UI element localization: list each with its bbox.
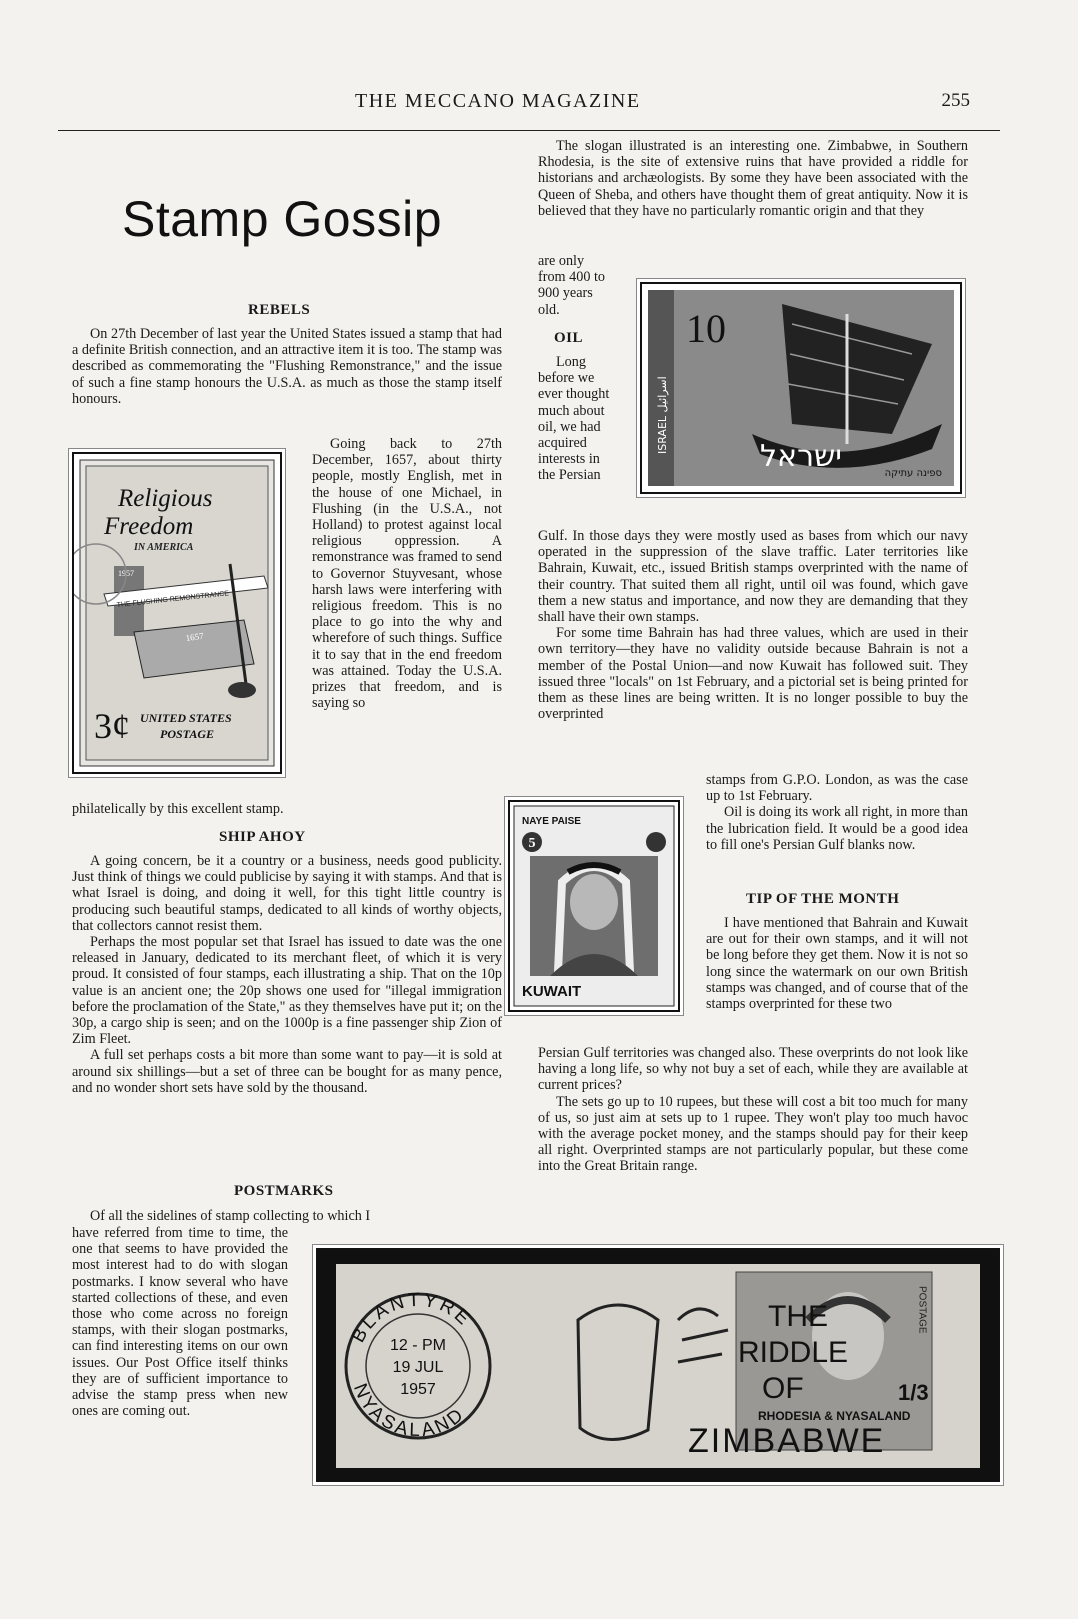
israel-stamp-side-text: ISRAEL اسرائيل [656, 376, 669, 454]
tip-body [538, 1045, 968, 1175]
zimbabwe-slogan-postmark-cover [316, 1248, 1000, 1482]
postmarks-intro [72, 1208, 502, 1224]
header-rule [58, 130, 1000, 131]
oil-paragraph-3: Oil is doing its work all right, in more than the lubrication field. It would be a good idea to fill one's Persian Gulf blanks now. [706, 804, 968, 853]
usa-stamp-freedom: Freedom [104, 513, 194, 540]
tip-paragraph-1a: I have mentioned that Bahrain and Kuwait are out for their own stamps, and it will not be long before they get them. Now it is not so long since the watermark on our own British stamps was changed, and of course that of the stamps overprinted for these two [706, 915, 968, 1013]
usa-stamp-year: 1957 [118, 569, 134, 578]
rebels-intro [72, 326, 502, 407]
usa-stamp-book-year: 1657 [184, 630, 205, 644]
slogan-paragraph-1b: are only from 400 to 900 years old. [538, 253, 605, 318]
postmarks-paragraph-1a: Of all the sidelines of stamp collecting to which I [90, 1208, 371, 1224]
heading-postmarks: POSTMARKS [234, 1183, 334, 1199]
slogan-intro [538, 138, 968, 219]
israel-stamp-caption-hebrew: ספינה עתיקה [884, 468, 942, 479]
israel-stamp-value: 10 [686, 306, 726, 351]
running-head: THE MECCANO MAGAZINE [355, 90, 641, 112]
ship-ahoy-paragraph-3: A full set perhaps costs a bit more than some want to pay—it is sold at around six shillings—but a set of three can be bought for as many pence, and no wonder short sets have sold by the thousand. [72, 1047, 502, 1096]
kuwait-stamp-country: KUWAIT [522, 983, 582, 1000]
usa-stamp-in-america: IN AMERICA [134, 542, 194, 553]
kuwait-stamp-value-left: 5 [528, 836, 536, 851]
slogan-line-1: THE [768, 1300, 828, 1333]
page-title: Stamp Gossip [122, 191, 443, 247]
slogan-line-3: OF [762, 1372, 804, 1405]
usa-stamp-banner: THE FLUSHING REMONSTRANCE [116, 590, 230, 610]
postmarks-paragraph-1b: have referred from time to time, the one that seems to have provided the most interest had to do with slogan postmarks. I know several who have started collections of these, and even those who come across no foreign stamps, with their slogan postmarks, can find interesting items on our own issues. Our Post Office itself thinks they are of sufficient importance to advise the stamp press when new ones are coming out. [72, 1225, 288, 1420]
usa-stamp-country: UNITED STATES [140, 711, 232, 725]
usa-stamp-value: 3¢ [94, 706, 130, 746]
oil-paragraph-1b: Gulf. In those days they were mostly used as bases from which our navy operated in the suppression of the slave traffic. Later territories like Bahrain, Kuwait, etc., issued British stamps overprinted with the name of their country. That suited them all right, until oil was found, which gave them a new status and importance, and now they are demanding that they shall have their own stamps. [538, 528, 968, 626]
slogan-line-4: ZIMBABWE [688, 1422, 886, 1460]
page-number: 255 [941, 90, 970, 111]
usa-stamp-postage: POSTAGE [160, 727, 215, 741]
rebels-body [312, 436, 502, 711]
usa-stamp-religious: Religious [118, 485, 213, 512]
heading-oil: OIL [554, 330, 584, 346]
kuwait-stamp [508, 800, 680, 1012]
postmark-stamp-value: 1/3 [898, 1380, 929, 1405]
oil-paragraph-2b: stamps from G.P.O. London, as was the case up to 1st February. [706, 772, 968, 805]
ship-ahoy-paragraph-1: A going concern, be it a country or a business, needs good publicity. Just think of things we could publicise by saying it with stamps. And that is what Israel is doing, and doing it well, for this tight little country is producing such beautiful stamps, dedicated to all kinds of worthy objects, that collectors cannot resist them. [72, 853, 502, 934]
heading-tip-of-the-month: TIP OF THE MONTH [746, 891, 900, 907]
usa-religious-freedom-stamp [72, 452, 282, 774]
tip-intro [706, 915, 968, 1012]
slogan-end [538, 253, 610, 318]
israel-stamp-country-hebrew: ישראל [759, 439, 842, 474]
oil-body [538, 528, 968, 722]
postmark-year: 1957 [400, 1381, 436, 1398]
ship-ahoy-paragraph-2: Perhaps the most popular set that Israel has issued to date was the one released in January, dedicated to its merchant fleet, of which it is very proud. It consisted of four stamps, each illustrating a ship. That on the 10p value is an ancient one; the 20p shows one used for "illegal immigration before the proclamation of the State," as they themselves have put it; on the 30p, a cargo ship is seen; and on the 1000p is a fine passenger ship Zion of Zim Fleet. [72, 934, 502, 1048]
oil-paragraph-1a: Long before we ever thought much about oil, we had acquired interests in the Persian [538, 354, 610, 484]
rebels-paragraph-2: Going back to 27th December, 1657, about thirty people, mostly English, met in the house of one Michael, in Flushing (in the U.S.A., not Holland) to protest against local religious oppression. A remonstrance was framed to send to Governor Stuyvesant, whose harsh laws were interfering with religious freedom. This is no place to go into the why and wherefore of such things. Suffice it to say that in the end freedom was attained. Today the U.S.A. prizes that freedom, and is saying so [312, 436, 502, 712]
heading-ship-ahoy: SHIP AHOY [219, 829, 306, 845]
kuwait-stamp-top: NAYE PAISE [522, 816, 581, 827]
postmark-date: 19 JUL [392, 1359, 444, 1376]
ship-ahoy-column [72, 853, 502, 1096]
rebels-paragraph-2-end: philatelically by this excellent stamp. [72, 801, 284, 817]
page-header [60, 90, 1000, 118]
postmark-stamp-postage: POSTAGE [916, 1286, 928, 1334]
israel-ship-stamp [640, 282, 962, 494]
postmark-town: BLANTYRE [347, 1289, 476, 1347]
postmark-time: 12 - PM [389, 1337, 447, 1354]
postmarks-body [72, 1225, 288, 1419]
tip-paragraph-2: The sets go up to 10 rupees, but these will cost a bit too much for many of us, so just aim at sets up to 1 rupee. They won't play too much havoc with the average pocket money, and the stamps should pay for their keep all right. Overprinted stamps are not particularly popular, but these come into the Great Britain range. [538, 1093, 968, 1175]
oil-paragraph-2a: For some time Bahrain has had three values, which are used in their own territory—they have no validity outside because Bahrain is not a member of the Postal Union—and now Kuwait has followed suit. They issued three "locals" on 1st February, and a pictorial set is being printed for them as these lines are being written. It is no longer possible to buy the overprinted [538, 625, 968, 723]
oil-intro [538, 354, 610, 484]
oil-side [706, 772, 968, 853]
postmark-stamp-overprint: RHODESIA & NYASALAND [758, 1409, 911, 1423]
slogan-paragraph-1a: The slogan illustrated is an interesting one. Zimbabwe, in Southern Rhodesia, is the site of extensive ruins that have provided a riddle for historians and archæologists. By some they have been associated with the Queen of Sheba, and others have thought them of great antiquity. Now it is believed that they have no particularly romantic origin and that they [538, 138, 968, 219]
tip-paragraph-1b: Persian Gulf territories was changed also. These overprints do not look like having a long life, so why not buy a set of each, while they are available at current prices? [538, 1045, 968, 1094]
rebels-end [72, 801, 502, 817]
slogan-line-2: RIDDLE [738, 1336, 849, 1369]
rebels-paragraph-1: On 27th December of last year the United States issued a stamp that had a definite British connection, and an attractive item it is too. The stamp was described as commemorating the "Flushing Remonstrance," and the issue of such a fine stamp honours the U.S.A. as much as those the stamp itself honours. [72, 326, 502, 407]
postmark-country: NYASALAND [348, 1380, 470, 1442]
heading-rebels: REBELS [248, 302, 311, 318]
